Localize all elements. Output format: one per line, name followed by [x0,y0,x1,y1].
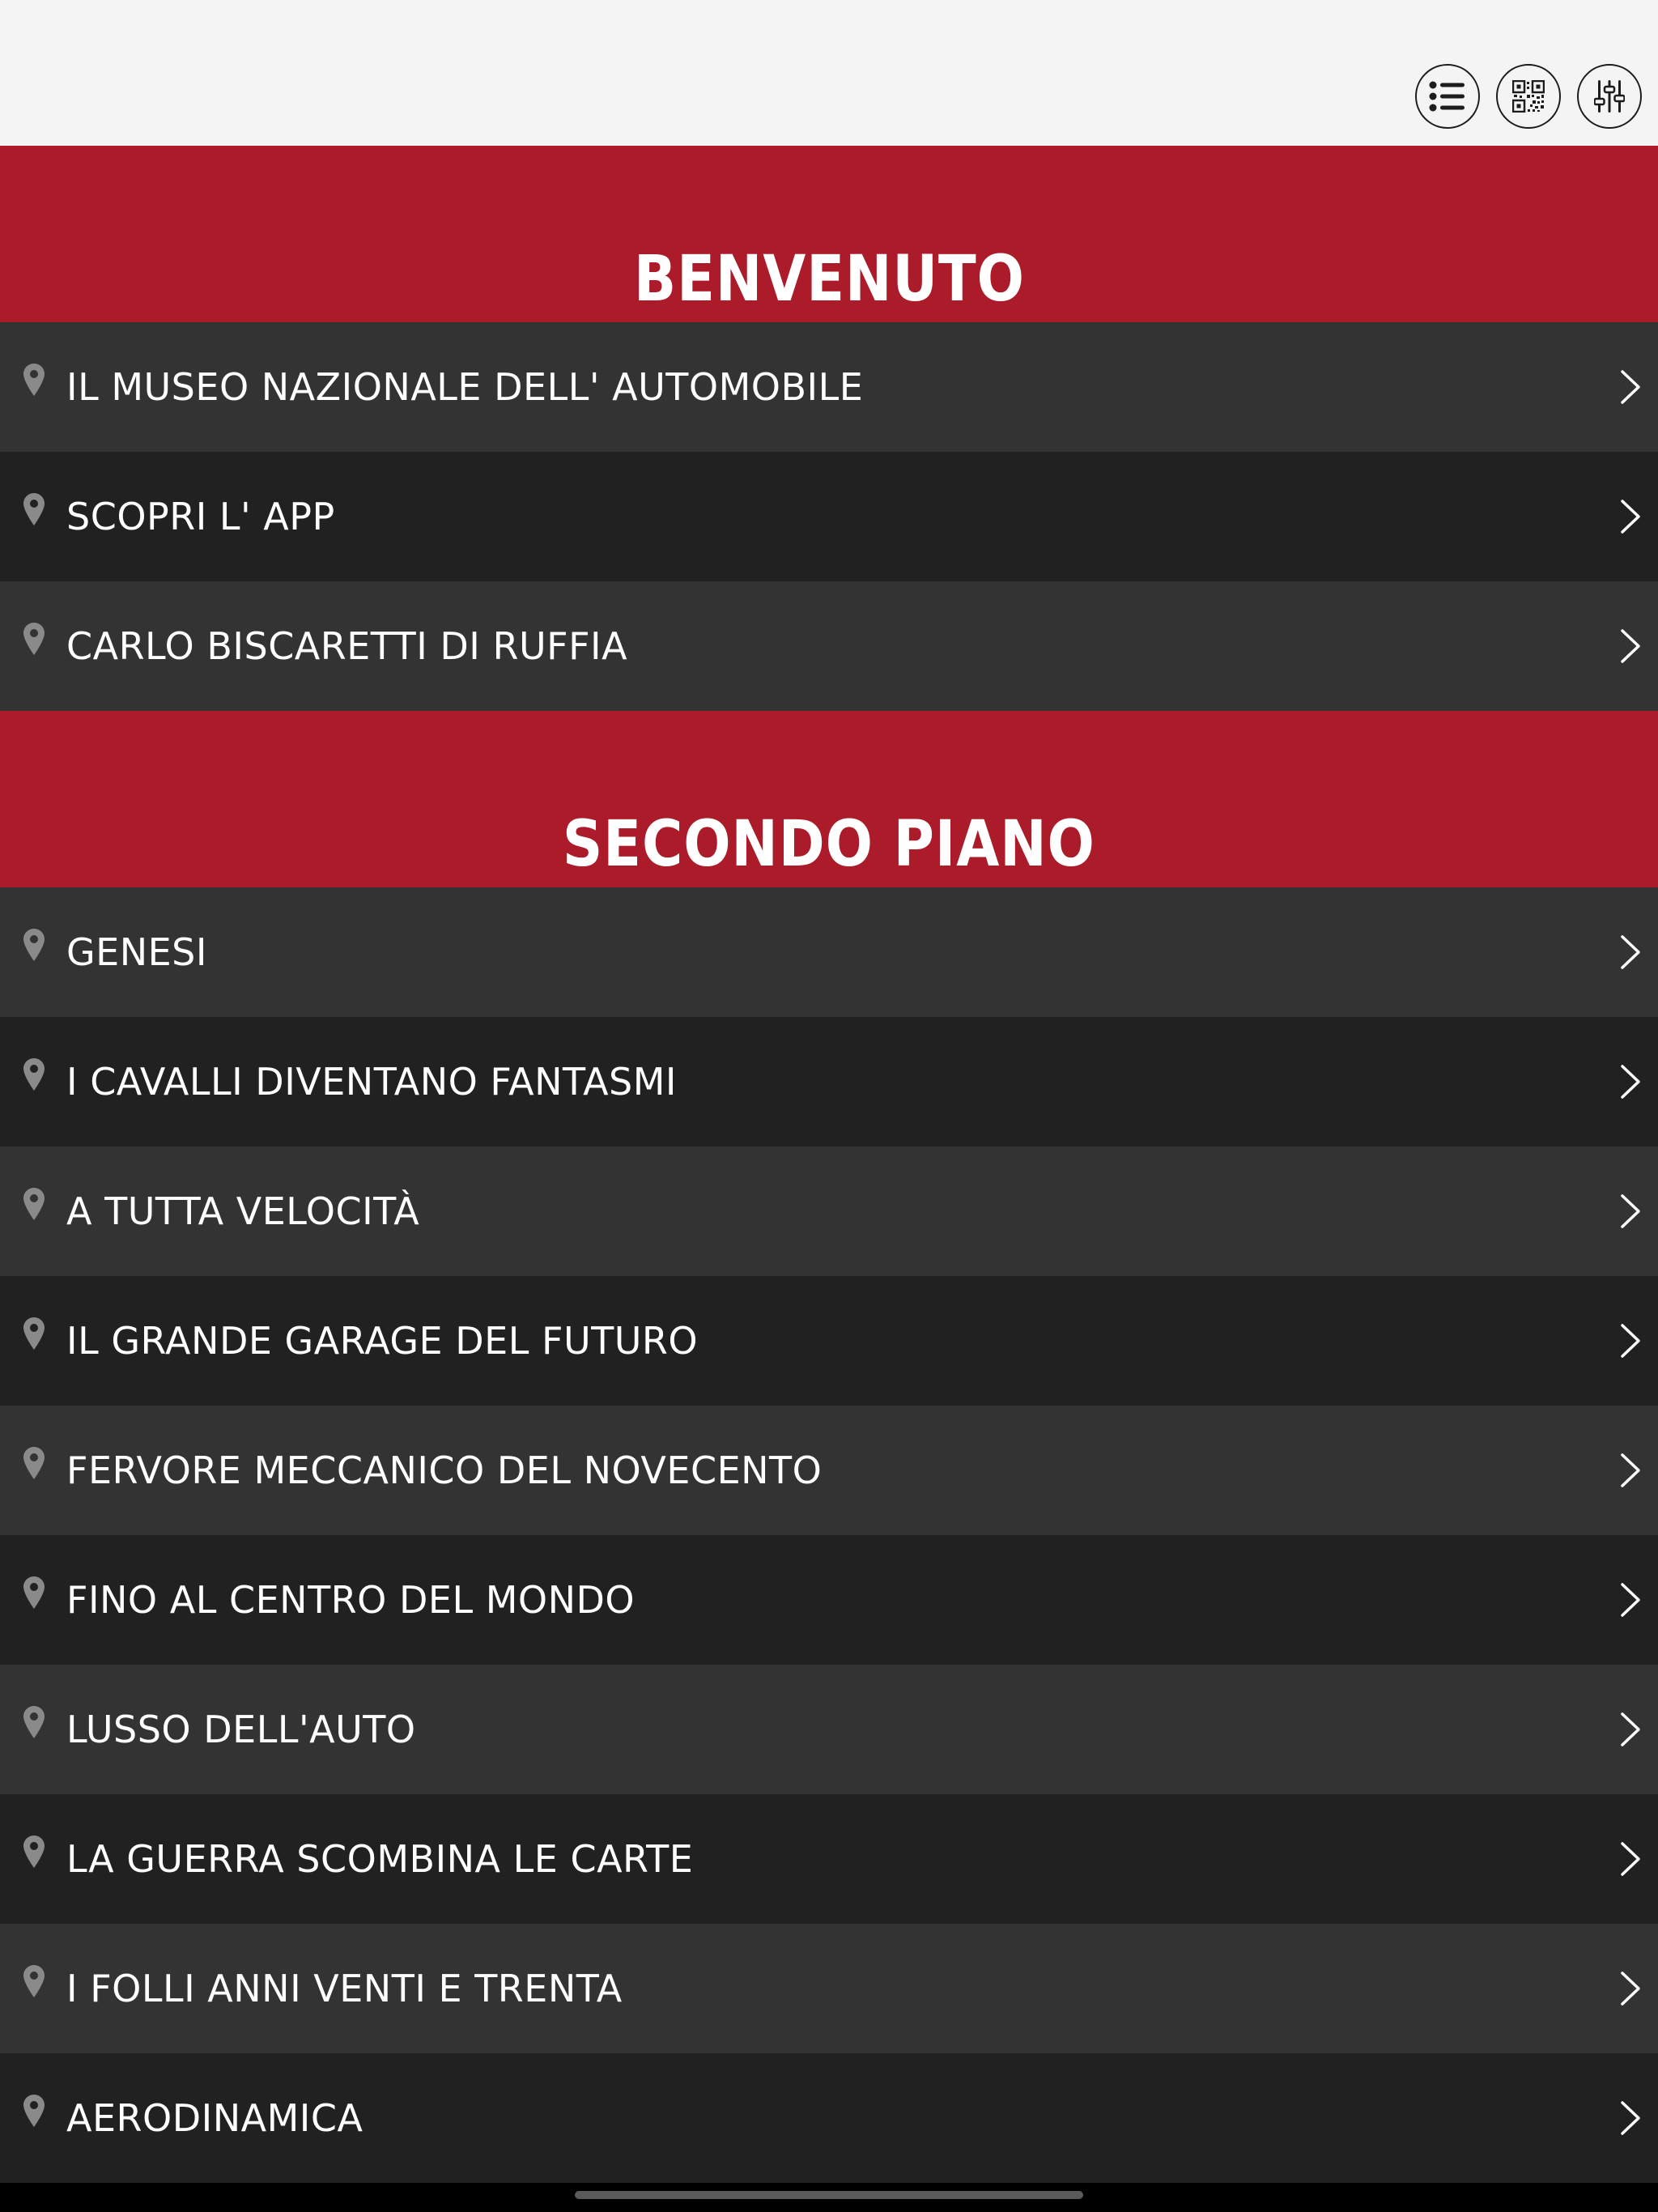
list-item-label: FINO AL CENTRO DEL MONDO [66,1578,636,1622]
list-item-label: I FOLLI ANNI VENTI E TRENTA [66,1967,623,2010]
chevron-right-icon [1619,1841,1642,1877]
list-icon [1429,80,1466,113]
map-pin-icon [23,1187,45,1221]
chevron-right-icon [1619,1712,1642,1747]
list-item-label: LUSSO DELL'AUTO [66,1708,416,1751]
section-title: BENVENUTO [633,243,1025,316]
list-item-label: SCOPRI L' APP [66,495,335,538]
chevron-right-icon [1619,1582,1642,1618]
list-item-label: LA GUERRA SCOMBINA LE CARTE [66,1837,694,1881]
map-pin-icon [23,1964,45,1998]
map-pin-icon [23,492,45,526]
map-pin-icon [23,2094,45,2128]
map-pin-icon [23,1057,45,1091]
chevron-right-icon [1619,2100,1642,2136]
chevron-right-icon [1619,1064,1642,1100]
list-item[interactable] [0,1924,1658,2053]
list-item-label: I CAVALLI DIVENTANO FANTASMI [66,1060,677,1104]
map-pin-icon [23,1446,45,1480]
list-item-label: FERVORE MECCANICO DEL NOVECENTO [66,1448,823,1492]
map-pin-icon [23,1576,45,1610]
map-pin-icon [23,928,45,962]
top-toolbar [0,0,1658,146]
filter-settings-button[interactable] [1577,64,1642,129]
sliders-icon [1594,79,1625,113]
list-item[interactable] [0,1017,1658,1146]
chevron-right-icon [1619,1193,1642,1229]
list-item[interactable] [0,1276,1658,1406]
list-item[interactable] [0,887,1658,1017]
list-item[interactable] [0,1535,1658,1665]
map-pin-icon [23,1317,45,1351]
chevron-right-icon [1619,369,1642,405]
list-item[interactable] [0,452,1658,581]
section-list [0,146,1658,2183]
section-title: SECONDO PIANO [563,808,1095,881]
list-item[interactable] [0,581,1658,711]
map-pin-icon [23,1705,45,1739]
qr-code-icon [1512,80,1545,113]
section-header [0,146,1658,322]
list-item[interactable] [0,322,1658,452]
chevron-right-icon [1619,1323,1642,1359]
list-item-label: AERODINAMICA [66,2096,363,2140]
list-item-label: GENESI [66,930,207,974]
list-item[interactable] [0,1406,1658,1535]
chevron-right-icon [1619,628,1642,664]
home-indicator[interactable] [575,2191,1083,2199]
list-view-button[interactable] [1415,64,1480,129]
list-item[interactable] [0,2053,1658,2183]
list-item[interactable] [0,1665,1658,1794]
list-item-label: CARLO BISCARETTI DI RUFFIA [66,624,628,668]
list-item-label: IL GRANDE GARAGE DEL FUTURO [66,1319,699,1363]
list-item-label: A TUTTA VELOCITÀ [66,1189,420,1233]
list-item[interactable] [0,1146,1658,1276]
map-pin-icon [23,1835,45,1869]
qr-scan-button[interactable] [1496,64,1561,129]
section-header [0,711,1658,887]
chevron-right-icon [1619,1453,1642,1488]
map-pin-icon [23,622,45,656]
map-pin-icon [23,363,45,397]
list-item[interactable] [0,1794,1658,1924]
list-item-label: IL MUSEO NAZIONALE DELL' AUTOMOBILE [66,365,864,409]
chevron-right-icon [1619,934,1642,970]
chevron-right-icon [1619,1971,1642,2006]
chevron-right-icon [1619,499,1642,534]
